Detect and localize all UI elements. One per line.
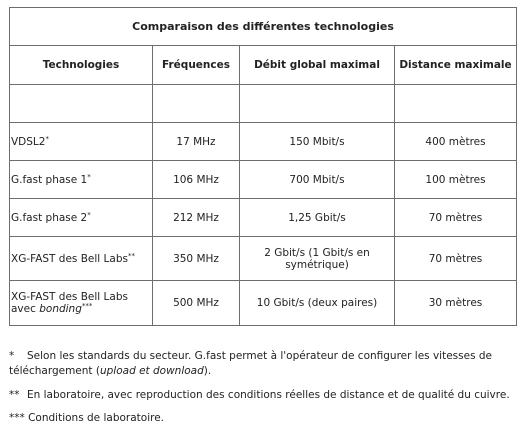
- tech-name: XG-FAST des Bell Labs: [11, 252, 128, 265]
- header-row: [10, 46, 517, 85]
- tech-cell: [10, 199, 153, 237]
- tech-name: XG-FAST des Bell Labs avec: [11, 291, 128, 315]
- distance-cell: 100 mètres: [395, 161, 517, 199]
- empty-cell: [10, 85, 153, 123]
- footnote-mark: *: [87, 172, 91, 181]
- tech-cell: [10, 123, 153, 161]
- distance-cell: 70 mètres: [395, 237, 517, 281]
- header-technologies: Technologies: [10, 46, 153, 85]
- empty-cell: [240, 85, 395, 123]
- debit-cell: 10 Gbit/s (deux paires): [240, 281, 395, 326]
- footnote-2: [9, 388, 514, 403]
- tech-name: G.fast phase 2: [11, 211, 88, 224]
- footnote-1: [9, 349, 514, 379]
- empty-cell: [395, 85, 517, 123]
- distance-cell: 70 mètres: [395, 199, 517, 237]
- caption-row: [10, 8, 517, 46]
- tech-name: G.fast phase 1: [11, 173, 88, 186]
- table-caption: Comparaison des différentes technologies: [10, 8, 517, 46]
- freq-cell: 17 MHz: [153, 123, 240, 161]
- footnote-mark: *: [9, 350, 15, 362]
- footnote-mark: ***: [81, 302, 93, 310]
- footnote-mark: *: [45, 134, 49, 143]
- footnote-mark: ***: [9, 412, 25, 424]
- footnote-mark: **: [9, 389, 20, 401]
- freq-cell: 106 MHz: [153, 161, 240, 199]
- footnote-text: En laboratoire, avec reproduction des conditions réelles de distance et de qualité du cuivre.: [27, 389, 510, 401]
- tech-name-italic: bonding: [39, 303, 82, 315]
- tech-cell: [10, 161, 153, 199]
- table-row: [10, 281, 517, 326]
- distance-cell: 400 mètres: [395, 123, 517, 161]
- freq-cell: 350 MHz: [153, 237, 240, 281]
- table-row: [10, 161, 517, 199]
- debit-cell: 150 Mbit/s: [240, 123, 395, 161]
- footnote-text-end: ).: [203, 365, 212, 377]
- comparison-table: [9, 7, 517, 326]
- footnote-italic: upload et download: [99, 365, 204, 377]
- tech-cell: [10, 281, 153, 326]
- footnote-mark: *: [87, 210, 91, 219]
- debit-cell: 2 Gbit/s (1 Gbit/s en symétrique): [240, 237, 395, 281]
- table-row: [10, 199, 517, 237]
- debit-cell: 700 Mbit/s: [240, 161, 395, 199]
- distance-cell: 30 mètres: [395, 281, 517, 326]
- empty-row: [10, 85, 517, 123]
- footnote-3: [9, 411, 514, 426]
- freq-cell: 212 MHz: [153, 199, 240, 237]
- header-debit: Débit global maximal: [240, 46, 395, 85]
- header-distance: Distance maximale: [395, 46, 517, 85]
- freq-cell: 500 MHz: [153, 281, 240, 326]
- debit-cell: 1,25 Gbit/s: [240, 199, 395, 237]
- comparison-table-container: [9, 7, 516, 326]
- tech-cell: [10, 237, 153, 281]
- header-frequences: Fréquences: [153, 46, 240, 85]
- footnotes: [9, 349, 514, 426]
- empty-cell: [153, 85, 240, 123]
- table-row: [10, 123, 517, 161]
- footnote-mark: **: [127, 251, 135, 260]
- table-row: [10, 237, 517, 281]
- footnote-text: Conditions de laboratoire.: [28, 412, 165, 424]
- tech-name: VDSL2: [11, 135, 46, 148]
- footnote-text: Selon les standards du secteur. G.fast permet à l'opérateur de configurer les vitesses de téléchargement (: [9, 350, 493, 377]
